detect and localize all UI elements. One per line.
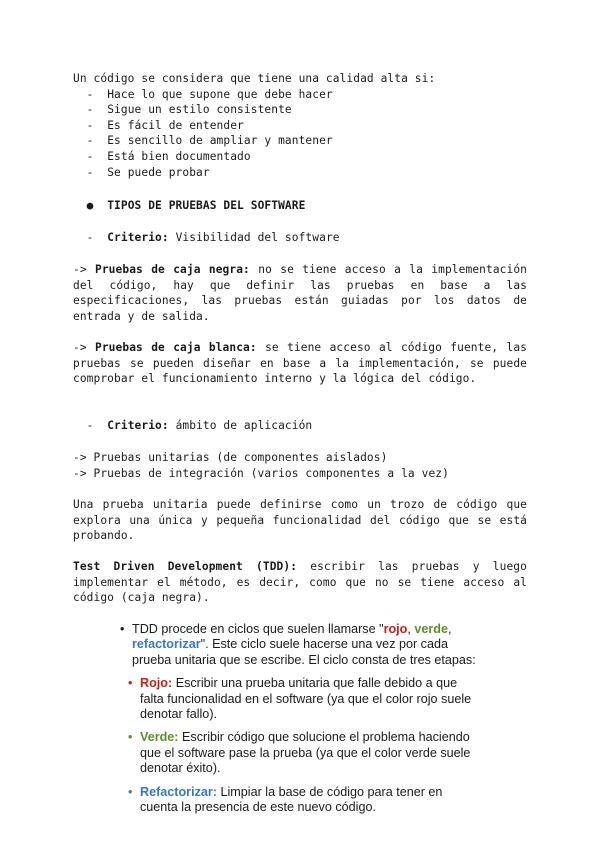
verde-label: verde: [414, 622, 448, 636]
quality-list: [73, 87, 527, 181]
bullet-dot-icon: •: [128, 730, 133, 745]
list-item: - Está bien documentado: [73, 149, 251, 163]
bullet-dot-icon: •: [128, 676, 133, 691]
bullet-dot-icon: ●: [86, 199, 94, 212]
refactorizar-label: refactorizar: [132, 637, 201, 652]
criterio-ambito: - Criterio: ámbito de aplicación: [73, 419, 313, 432]
unitaria-paragraph: Una prueba unitaria puede definirse como un trozo de código que explora una única y pequeña funcionalidad del código que se está probando.: [73, 498, 527, 543]
list-item: - Se puede probar: [73, 165, 210, 179]
step-verde: • Verde: Escribir código que solucione el problema haciendo que el software pase la prueba (ya que el color verde suele denotar éxito).: [128, 730, 471, 776]
tdd-cycle-intro: • TDD procede en ciclos que suelen llamarse "rojo, verde, refactorizar". Este ciclo suele hacerse una vez por cada prueba unitaria que se escribe. El ciclo consta de tres etapas:: [120, 622, 476, 667]
list-item: -> Pruebas unitarias (de componentes aislados): [73, 451, 388, 464]
tdd-slide-excerpt: [120, 622, 480, 815]
quality-section: [73, 71, 527, 180]
list-item: -> Pruebas de integración (varios componentes a la vez): [73, 466, 449, 480]
bullet-dot-icon: •: [128, 784, 133, 799]
section-heading: ● TIPOS DE PRUEBAS DEL SOFTWARE: [86, 199, 306, 212]
pruebas-list: [73, 450, 527, 481]
list-item: - Es sencillo de ampliar y mantener: [73, 134, 333, 148]
caja-blanca-paragraph: -> Pruebas de caja blanca: se tiene acceso al código fuente, las pruebas se pueden diseñar en base a la implementación, se puede comprobar el funcionamiento interno y la lógica del código.: [73, 341, 527, 386]
rojo-label: rojo: [383, 622, 408, 636]
list-item: - Sigue un estilo consistente: [73, 103, 292, 117]
quality-intro: Un código se considera que tiene una calidad alta si:: [73, 72, 436, 85]
step-rojo: • Rojo: Escribir una prueba unitaria que falle debido a que falta funcionalidad en el software (ya que el color rojo suele denotar fallo).: [128, 676, 472, 722]
bullet-dot-icon: •: [120, 622, 125, 636]
list-item: - Es fácil de entender: [73, 118, 244, 132]
tdd-paragraph: Test Driven Development (TDD): escribir las pruebas y luego implementar el método, es decir, como que no se tiene acceso al código (caja negra).: [73, 560, 527, 605]
list-item: - Hace lo que supone que debe hacer: [73, 87, 333, 101]
caja-negra-paragraph: -> Pruebas de caja negra: no se tiene acceso a la implementación del código, hay que definir las pruebas en base a las especificaciones, las pruebas están guiadas por los datos de entrada y de salida.: [73, 263, 527, 323]
criterio-visibilidad: - Criterio: Visibilidad del software: [73, 231, 340, 244]
step-refactorizar: • Refactorizar: Limpiar la base de código para tener en cuenta la presencia de este nuevo código.: [128, 784, 443, 815]
